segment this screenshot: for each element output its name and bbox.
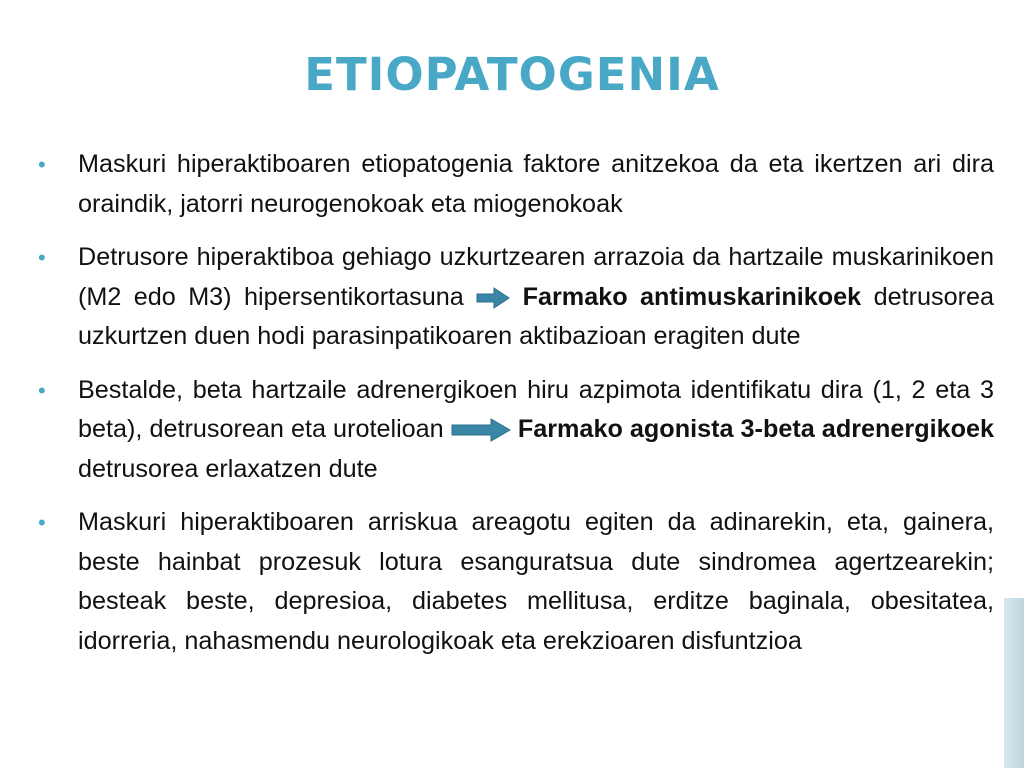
bullet-dot-icon: • xyxy=(38,245,46,270)
right-arrow-icon xyxy=(451,418,511,442)
bullet-dot-icon: • xyxy=(38,152,46,177)
bullet-text: Bestalde, beta hartzaile adrenergikoen hiru azpimota identifikatu dira (1, 2 eta 3 beta), detrusorean eta urotelioan xyxy=(78,375,994,443)
bullet-text-after: detrusorea erlaxatzen dute xyxy=(78,454,378,483)
bullet-list xyxy=(38,145,994,675)
bullet-item-4 xyxy=(38,503,994,661)
bullet-bold-text: Farmako antimuskarinikoek xyxy=(522,282,862,311)
bullet-dot-icon: • xyxy=(38,377,46,403)
bullet-text: Detrusore hiperaktiboa gehiago uzkurtzearen arrazoia da hartzaile muskarinikoen (M2 edo M3) hipersentikortasuna xyxy=(78,243,994,311)
bullet-dot-icon: • xyxy=(38,510,46,535)
bullet-text: Maskuri hiperaktiboaren arriskua areagotu egiten da adinarekin, eta, gainera, beste hainbat prozesuk lotura esanguratsua dute sindromea agertzearekin; besteak beste, depresioa, diabetes mellitusa, erditze baginala, obesitatea, idorreria, nahasmendu neurologikoak eta erekzioaren disfuntzioa xyxy=(78,508,994,655)
decorative-side-bar xyxy=(1004,598,1024,768)
bullet-bold-text: Farmako agonista 3-beta adrenergikoek xyxy=(517,415,994,443)
bullet-item-2 xyxy=(38,238,994,357)
bullet-item-1 xyxy=(38,145,994,224)
bullet-text: Maskuri hiperaktiboaren etiopatogenia faktore anitzekoa da eta ikertzen ari dira oraindik, jatorri neurogenokoak eta miogenokoak xyxy=(78,150,994,218)
bullet-item-3 xyxy=(38,371,994,490)
slide-title: ETIOPATOGENIA xyxy=(304,48,720,101)
bullet-text-after: detrusorea uzkurtzen duen hodi parasinpatikoaren aktibazioan eragiten dute xyxy=(78,282,995,350)
right-arrow-icon xyxy=(476,287,510,309)
